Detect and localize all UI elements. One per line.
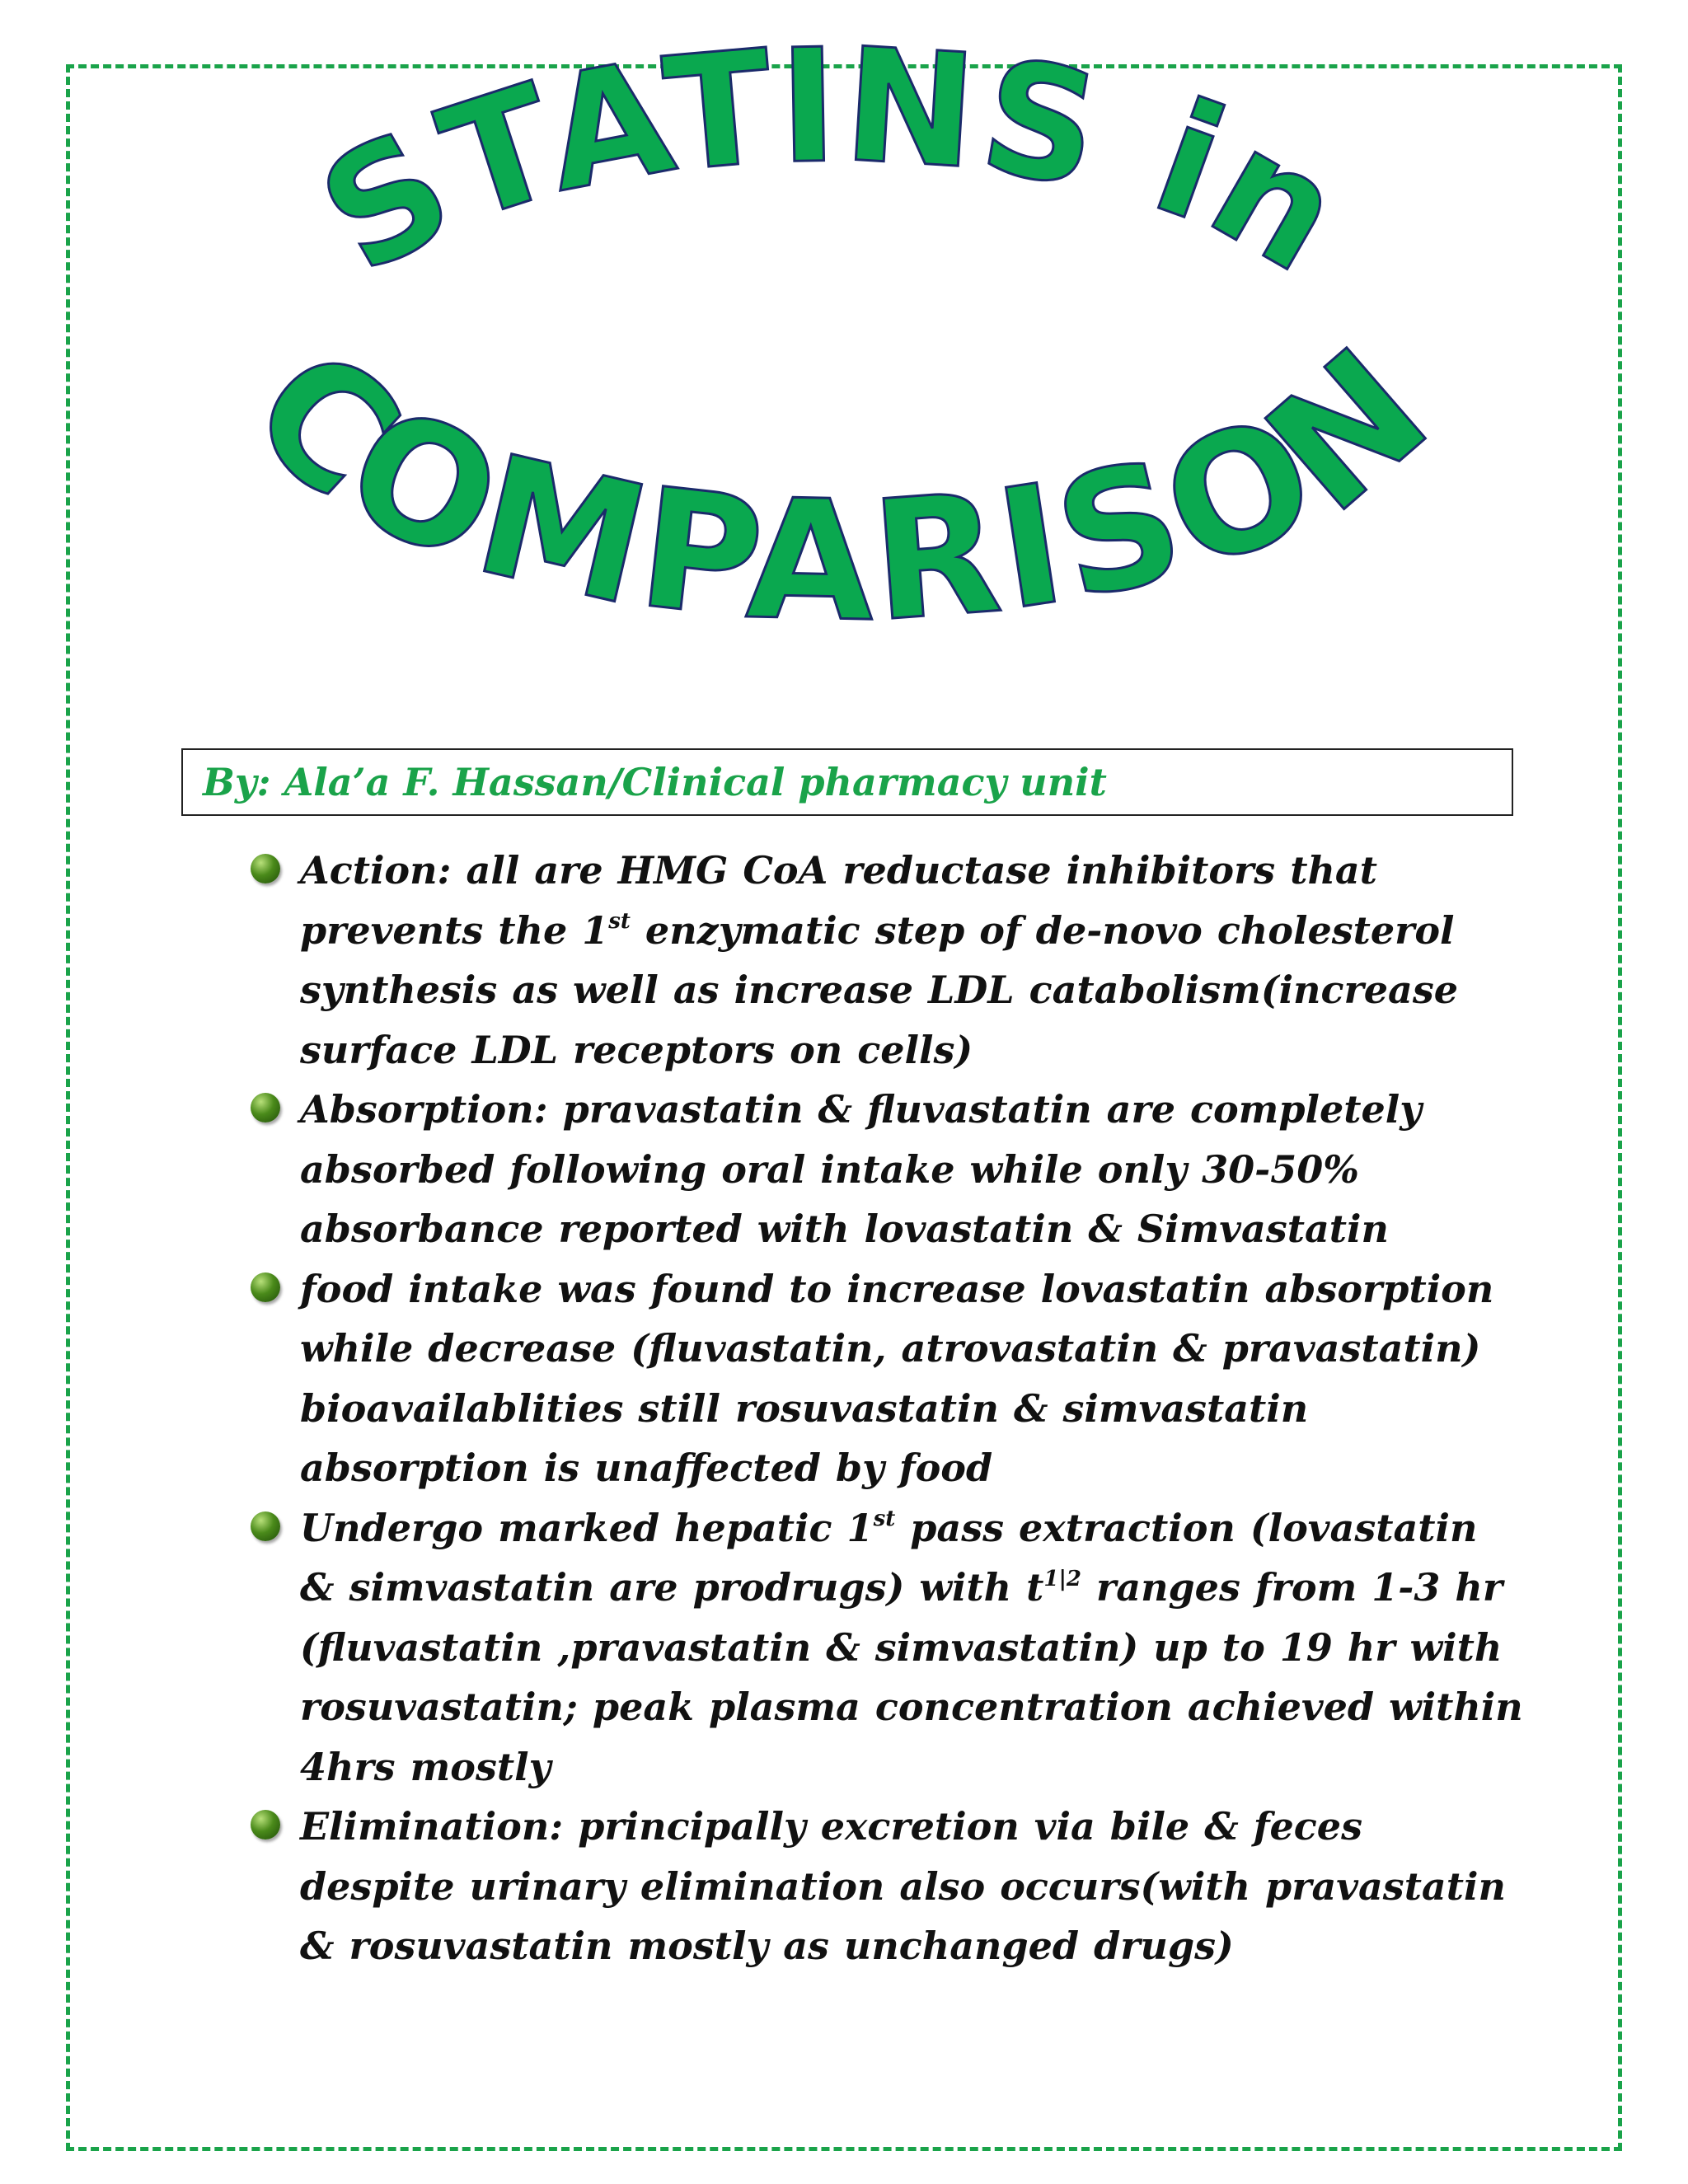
green-orb-bullet-icon [251,1810,280,1840]
bullet-text: Absorption: pravastatin & fluvastatin are completely absorbed following oral intake while only 30-50% absorbance reported with lovastatin & Simvastatin [300,1087,1422,1251]
bullet-list [239,841,1525,1976]
list-item-action [239,841,1525,1080]
green-orb-bullet-icon [251,1093,280,1122]
list-item-elimination [239,1797,1525,1976]
green-orb-bullet-icon [251,854,280,883]
byline-box [181,748,1513,816]
title-line-2: COMPARISON [215,310,1467,659]
title-wordart [0,0,1688,742]
list-item-food-intake [239,1259,1525,1498]
bullet-text: Undergo marked hepatic 1st pass extraction (lovastatin & simvastatin are prodrugs) with $t^{1|2}$ ranges from 1-3 hr (fluvastatin ,pravastatin & simvastatin) up to 19 hr with rosuvastatin; peak plasma concentration achieved within 4hrs mostly [300,1505,1523,1789]
author-byline: By: Ala’a F. Hassan/Clinical pharmacy unit [203,760,1107,804]
bullet-text: Elimination: principally excretion via bile & feces despite urinary elimination also occurs(with pravastatin & rosuvastatin mostly as unchanged drugs) [300,1804,1506,1968]
bullet-text: food intake was found to increase lovastatin absorption while decrease (fluvastatin, atrovastatin & pravastatin) bioavailablities still rosuvastatin & simvastatin absorption is unaffected by food [300,1266,1494,1490]
title-line-1: STATINS in [292,13,1373,309]
bullet-text: Action: all are HMG CoA reductase inhibitors that prevents the 1st enzymatic step of de-novo cholesterol synthesis as well as increase LDL catabolism(increase surface LDL receptors on cells) [300,848,1458,1072]
list-item-hepatic-extraction [239,1498,1525,1797]
list-item-absorption [239,1080,1525,1259]
green-orb-bullet-icon [251,1511,280,1541]
green-orb-bullet-icon [251,1272,280,1302]
